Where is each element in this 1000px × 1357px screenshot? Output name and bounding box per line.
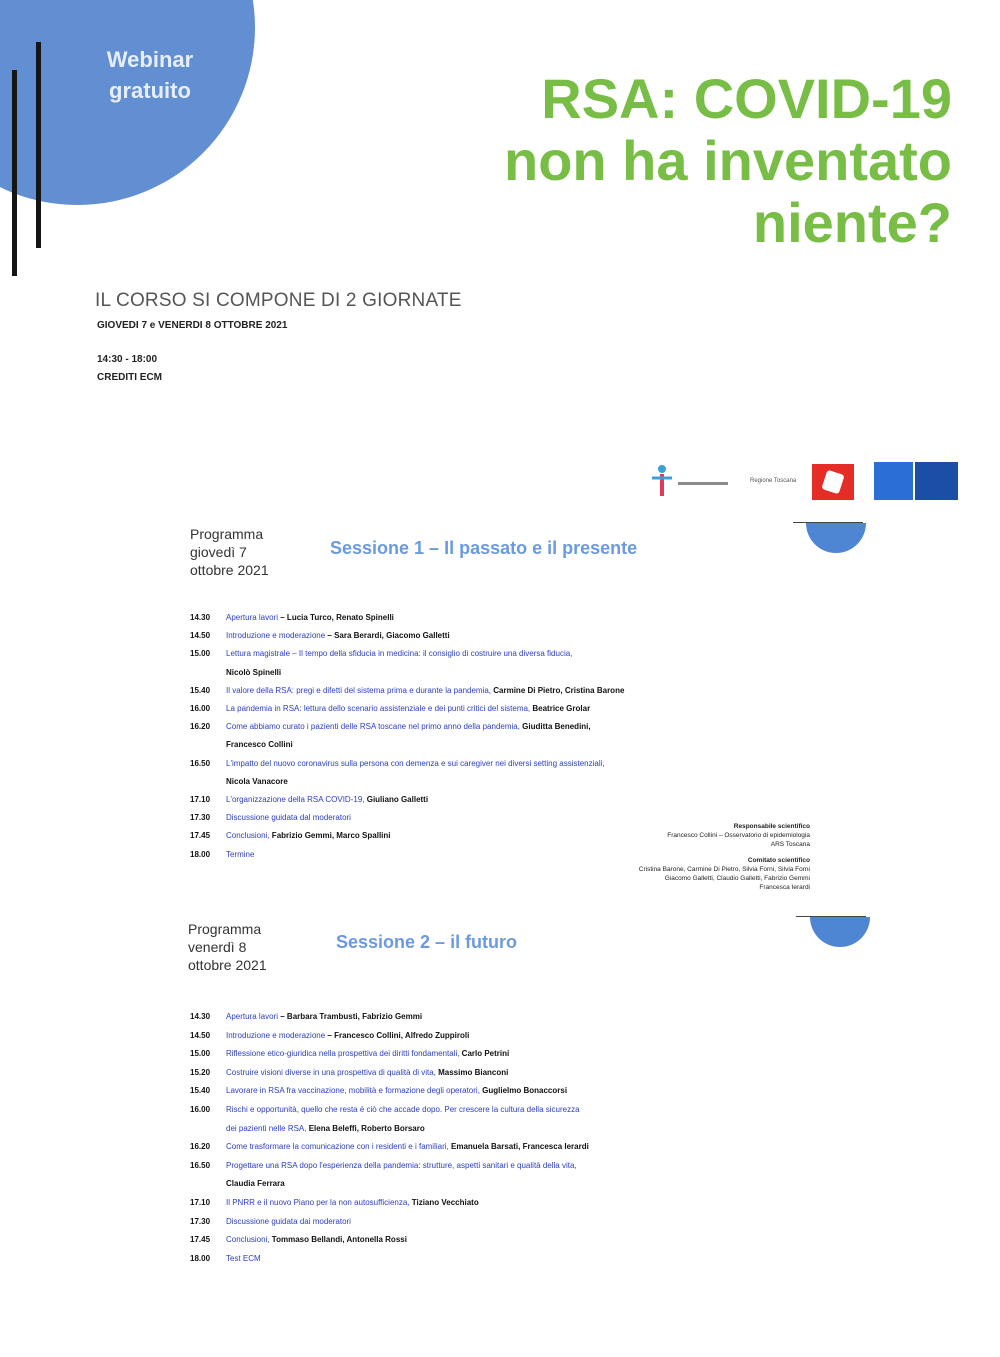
schedule-row [190,667,830,678]
schedule-title: Test ECM [226,1253,261,1263]
schedule-time: 16.00 [190,1105,211,1114]
schedule-text [226,685,830,696]
committee-line: Francesca Ierardi [759,884,810,891]
program-line: Programma [188,921,262,937]
schedule-title: Conclusioni, [226,1235,270,1245]
program-line: ottobre 2021 [190,562,269,578]
schedule-time: 16.50 [190,758,211,768]
schedule-row [190,1011,830,1022]
schedule-row [190,1104,830,1115]
schedule-text [226,667,830,678]
schedule-text [226,776,830,787]
course-time: 14:30 - 18:00 [97,354,158,365]
schedule-title: Termine [226,849,255,859]
schedule-row [190,648,830,659]
schedule-time [190,667,226,678]
decorative-quarter-circle [810,917,870,947]
responsible-block [490,822,810,849]
schedule-title: Discussione guidata dai moderatori [226,1216,351,1226]
schedule-row [190,1197,830,1208]
schedule-time [190,1123,226,1134]
schedule-row [190,1067,830,1078]
schedule-text [226,1141,830,1152]
schedule-time: 17.10 [190,795,211,804]
schedule-text [226,739,830,750]
schedule-time: 15.00 [190,1049,211,1059]
decorative-bar [36,42,41,248]
page-title [392,68,952,254]
schedule-text [226,1085,830,1096]
title-line1: RSA: COVID-19 [541,67,952,130]
schedule-text [226,794,830,805]
schedule-time [190,1178,226,1189]
schedule-text [226,1123,830,1134]
schedule-row [190,1253,830,1264]
schedule-time: 16.20 [190,1142,211,1152]
program-line: Programma [190,526,264,542]
session2-program-label [188,920,267,974]
schedule-speakers: – Sara Berardi, Giacomo Galletti [325,631,450,641]
schedule-speakers: Nicolò Spinelli [226,667,282,677]
schedule-row [190,1141,830,1152]
schedule-time: 14.50 [190,1030,211,1040]
schedule-title: Rischi e opportunità, quello che resta è ciò che accade dopo. Per crescere la cultura della sicurezza [226,1105,580,1114]
schedule-speakers: Elena Beleffi, Roberto Borsaro [306,1123,425,1133]
committee-line: Cristina Barone, Carmine Di Pietro, Silvia Forni, Silvia Forni [638,866,810,873]
badge-line2: gratuito [109,78,191,103]
badge-line1: Webinar [106,47,194,72]
ars-logo-icon [648,462,738,500]
schedule-row [190,703,830,714]
schedule-title: La pandemia in RSA: lettura dello scenario assistenziale e dei punti critici del sistema, [226,704,531,713]
schedule-title: Lavorare in RSA fra vaccinazione, mobilità e formazione degli operatori, [226,1086,480,1096]
committee-block [490,856,810,892]
schedule-title: Apertura lavori [226,1012,279,1021]
schedule-text [226,1048,830,1059]
schedule-text [226,1160,830,1171]
schedule-row [190,739,830,750]
schedule-speakers: – Barbara Trambusti, Fabrizio Gemmi [278,1012,423,1021]
schedule-time: 16.00 [190,704,211,713]
decorative-quarter-circle [806,523,866,553]
title-line3: niente? [752,191,952,254]
program-line: ottobre 2021 [188,957,267,973]
schedule-time [190,739,226,750]
schedule-row [190,630,830,641]
schedule-time: 18.00 [190,849,211,859]
schedule-row [190,721,830,732]
schedule-text [226,1067,830,1078]
schedule-time: 15.20 [190,1067,211,1077]
schedule-title: L'organizzazione della RSA COVID-19, [226,795,365,804]
schedule-text [226,1104,830,1115]
schedule-speakers: Francesco Collini [226,740,293,750]
program-line: giovedì 7 [190,544,247,560]
course-credits: CREDITI ECM [97,372,162,383]
schedule-title: Apertura lavori [226,613,279,622]
schedule-title: L'impatto del nuovo coronavirus sulla persona con demenza e sui caregiver nei diversi setting assistenziali, [226,758,605,768]
schedule-title: Lettura magistrale – Il tempo della sfiducia in medicina: il consiglio di costruire una diversa fiducia, [226,649,573,659]
schedule-text [226,1234,830,1245]
schedule-speakers: Tommaso Bellandi, Antonella Rossi [269,1235,407,1245]
schedule-text [226,703,830,714]
schedule-time: 14.30 [190,1012,211,1021]
schedule-speakers: Fabrizio Gemmi, Marco Spallini [269,831,391,841]
schedule-time: 15.40 [190,685,211,695]
schedule-text [226,1178,830,1189]
schedule-title: Progettare una RSA dopo l'esperienza della pandemia: strutture, aspetti sanitari e qualità della vita, [226,1160,577,1170]
schedule-row [190,758,830,769]
schedule-speakers: Giuliano Galletti [364,795,429,804]
schedule-row [190,1123,830,1134]
schedule-speakers: Carlo Petrini [459,1049,510,1059]
schedule-text [226,1216,830,1227]
title-line2: non ha inventato [504,129,952,192]
schedule-speakers: Emanuela Barsati, Francesca Ierardi [448,1142,589,1152]
schedule-title: Costruire visioni diverse in una prospettiva di qualità di vita, [226,1067,436,1077]
responsible-title: Responsabile scientifico [733,823,810,830]
schedule-title: Introduzione e moderazione [226,631,326,641]
schedule-title: Introduzione e moderazione [226,1030,326,1040]
schedule-speakers: Tiziano Vecchiato [409,1198,479,1207]
decorative-bar [12,70,17,276]
schedule-title: Il valore della RSA: pregi e difetti del sistema prima e durante la pandemia, [226,685,492,695]
schedule-time: 15.40 [190,1086,211,1096]
schedule-time [190,776,226,787]
schedule-title: dei pazienti nelle RSA, [226,1123,307,1133]
schedule-text [226,1253,830,1264]
schedule-time: 15.00 [190,649,211,659]
schedule-speakers: Beatrice Grolar [530,704,591,713]
schedule-row [190,1234,830,1245]
schedule-row [190,794,830,805]
schedule-speakers: – Lucia Turco, Renato Spinelli [278,613,394,622]
schedule-speakers: Claudia Ferrara [226,1179,285,1189]
schedule-speakers: Nicola Vanacore [226,776,288,786]
program-line: venerdì 8 [188,939,247,955]
schedule-title: Come abbiamo curato i pazienti delle RSA toscane nel primo anno della pandemia, [226,722,520,732]
schedule-speakers: Massimo Bianconi [435,1067,509,1077]
schedule-text [226,612,830,623]
regione-toscana-logo-icon [812,464,854,500]
schedule-text [226,721,830,732]
schedule-title: Il PNRR e il nuovo Piano per la non autosufficienza, [226,1198,410,1207]
schedule-text [226,648,830,659]
schedule-time: 18.00 [190,1253,211,1263]
session1-program-label [190,525,269,579]
webinar-badge [80,44,220,106]
schedule-text [226,758,830,769]
course-heading: IL CORSO SI COMPONE DI 2 GIORNATE [95,290,462,311]
responsible-org: ARS Toscana [770,841,810,848]
committee-line: Giacomo Galletti, Claudio Galletti, Fabrizio Gemmi [664,875,810,882]
schedule-row [190,685,830,696]
schedule-speakers: – Francesco Collini, Alfredo Zuppiroli [325,1030,470,1040]
schedule-row [190,1030,830,1041]
schedule-time: 17.30 [190,1216,211,1226]
responsible-name: Francesco Collini – Osservatorio di epidemiologia [667,832,810,839]
schedule-text [226,1030,830,1041]
schedule-speakers: Guglielmo Bonaccorsi [479,1086,568,1096]
schedule-title: Riflessione etico-giuridica nella prospettiva dei diritti fondamentali, [226,1049,460,1059]
schedule-row [190,1216,830,1227]
schedule-time: 17.45 [190,831,211,841]
schedule-time: 17.45 [190,1235,211,1245]
schedule-row [190,1160,830,1171]
schedule-row [190,1048,830,1059]
schedule-title: Come trasformare la comunicazione con i residenti e i familiari, [226,1142,449,1152]
session2-title: Sessione 2 – il futuro [336,932,518,952]
schedule-text [226,1197,830,1208]
schedule-time: 14.50 [190,631,211,641]
schedule-time: 16.50 [190,1160,211,1170]
schedule-speakers: Carmine Di Pietro, Cristina Barone [491,685,625,695]
schedule-time: 17.10 [190,1198,211,1207]
schedule-row [190,1178,830,1189]
session1-title: Sessione 1 – Il passato e il presente [330,538,638,558]
regione-toscana-label: Regione Toscana [750,478,797,484]
schedule-row [190,776,830,787]
schedule-title: Discussione guidata dal moderatori [226,813,351,823]
partner-logo-icon [874,462,958,500]
schedule-row [190,612,830,623]
course-dates: GIOVEDI 7 e VENERDI 8 OTTOBRE 2021 [97,320,288,331]
committee-title: Comitato scientifico [747,857,810,864]
schedule-time: 17.30 [190,813,211,823]
schedule-time: 14.30 [190,613,211,622]
schedule-text [226,1011,830,1022]
schedule-title: Conclusioni, [226,831,270,841]
schedule-speakers: Giuditta Benedini, [519,722,591,732]
schedule-row [190,1085,830,1096]
schedule-text [226,630,830,641]
schedule-time: 16.20 [190,722,211,732]
